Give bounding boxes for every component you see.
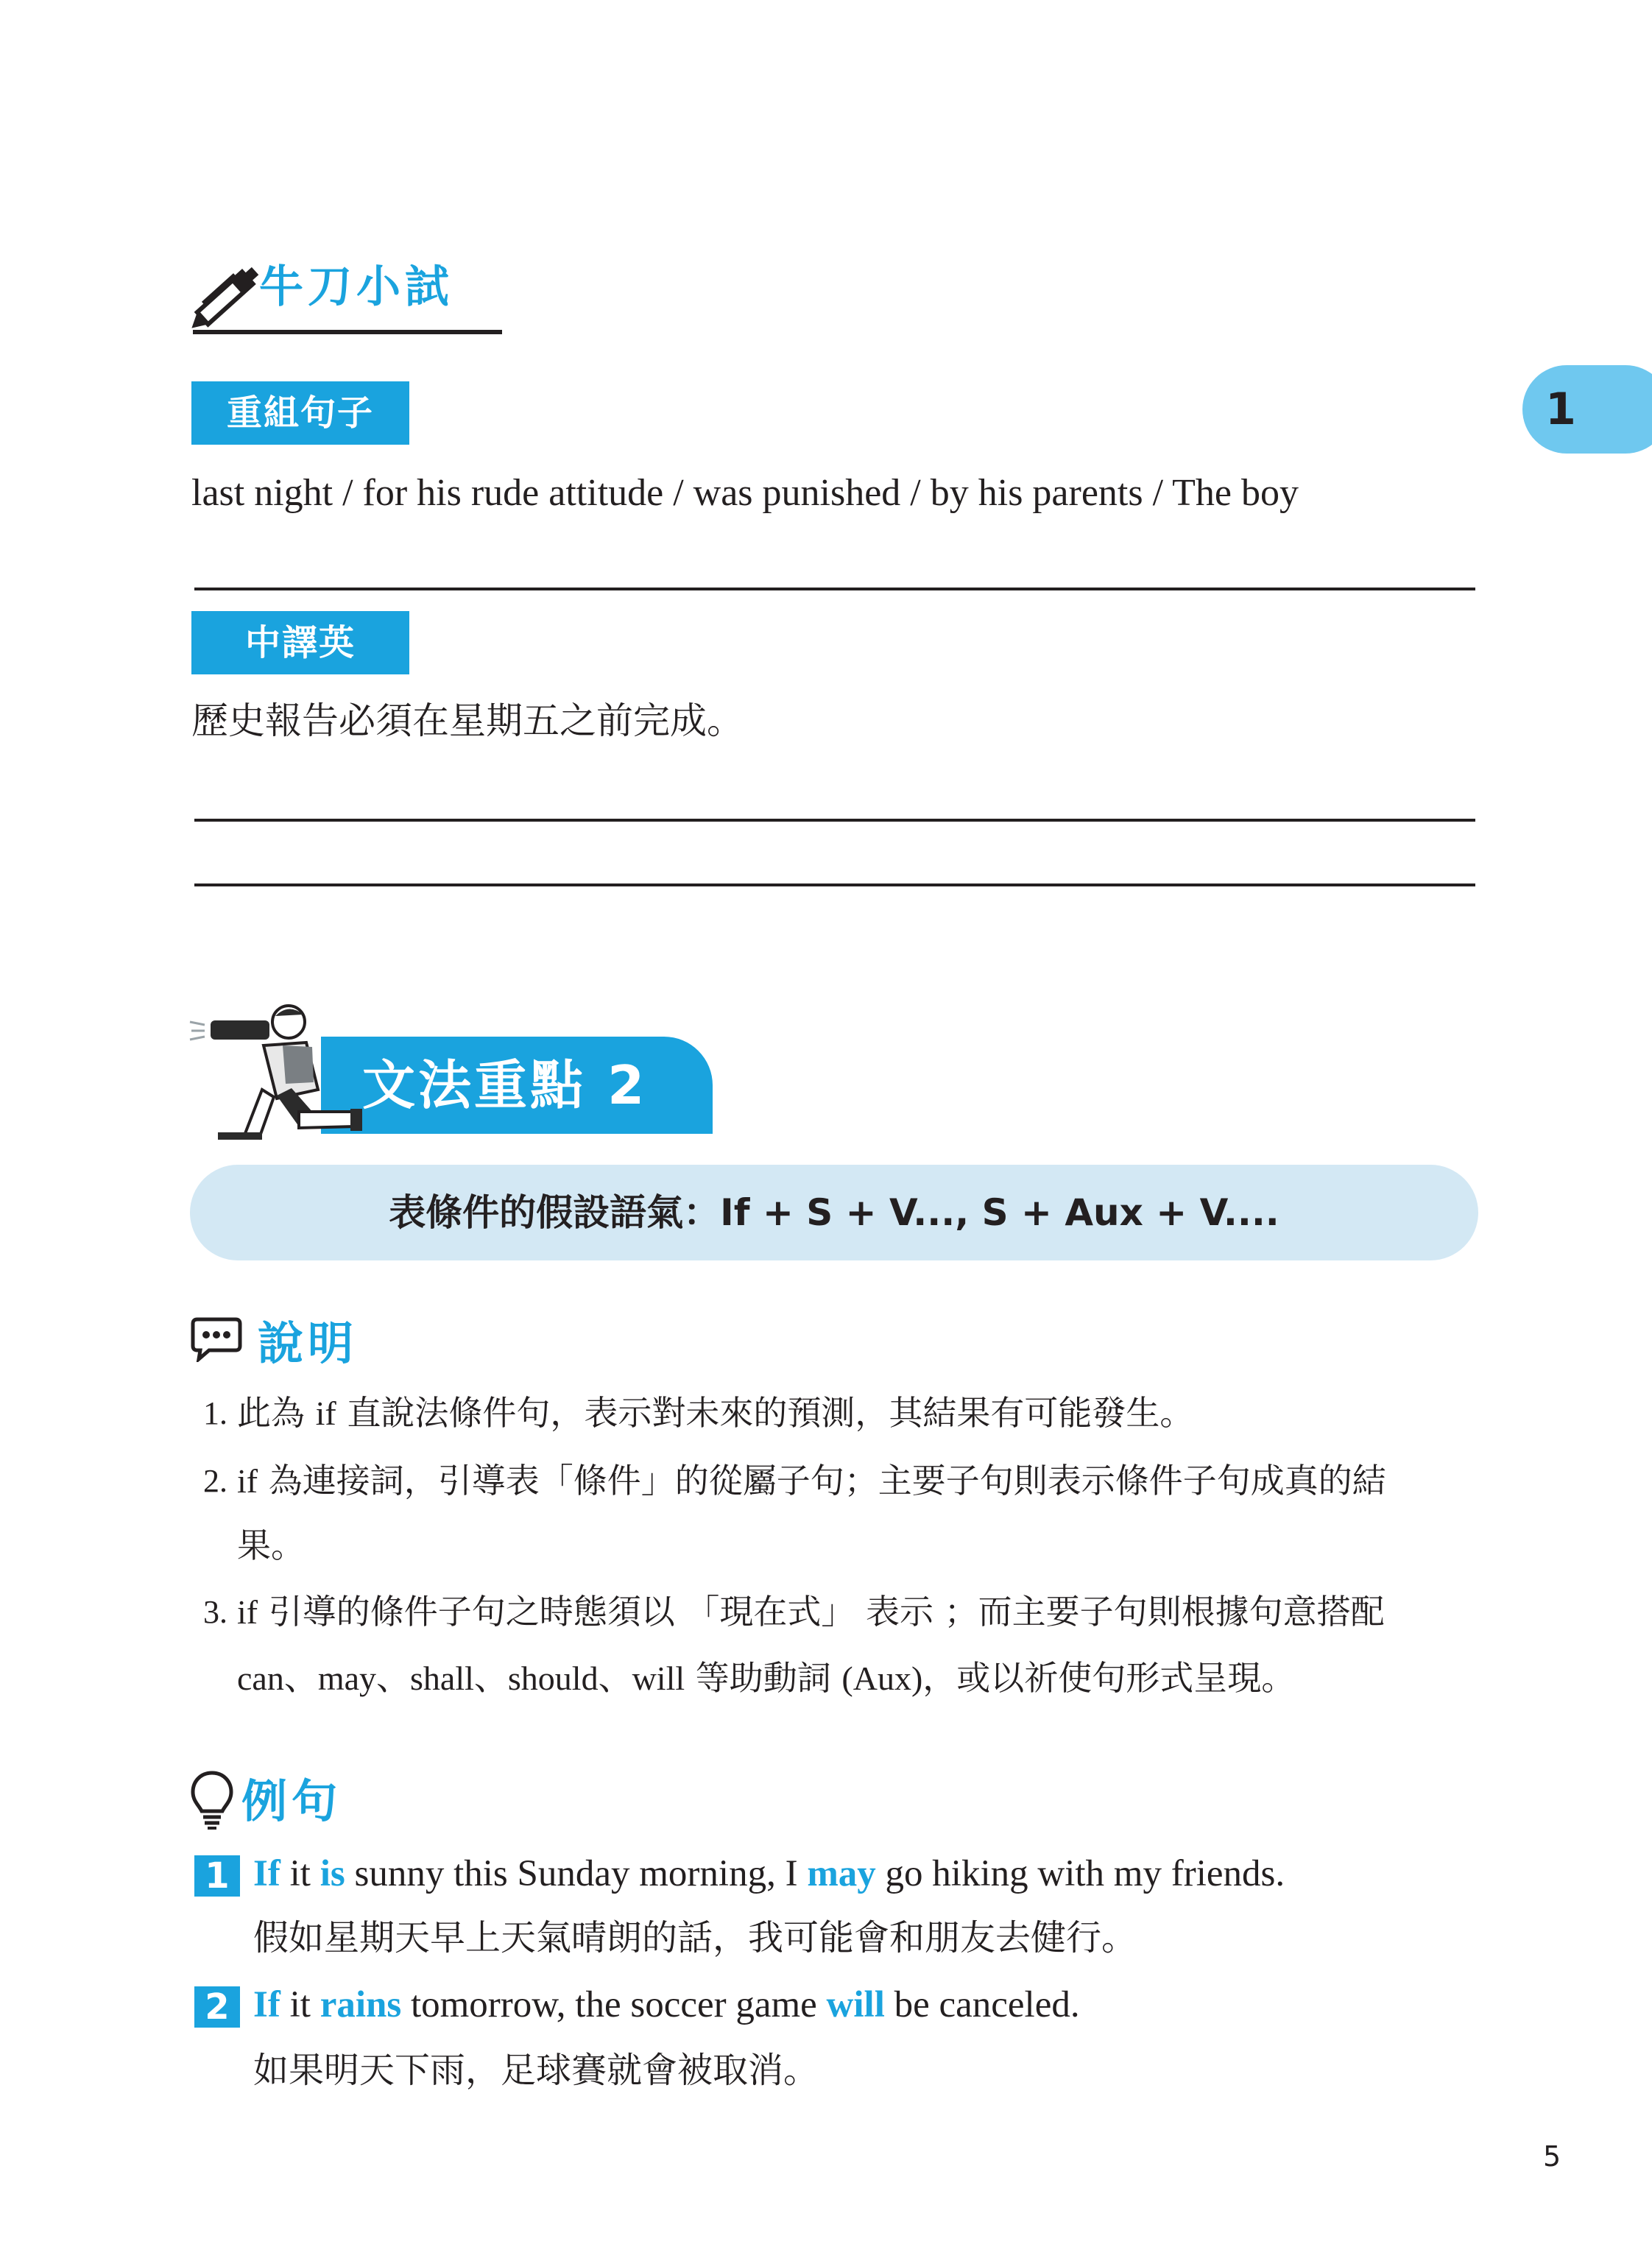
example-number-badge: 2 <box>194 1986 240 2028</box>
lightbulb-icon <box>190 1770 234 1830</box>
explanation-heading: 說明 <box>258 1316 359 1370</box>
reorder-prompt: last night / for his rude attitude / was punished / by his parents / The boy <box>191 472 1299 514</box>
note-number: 1. <box>203 1395 227 1431</box>
grammar-title: 文法重點 2 <box>362 1054 648 1116</box>
practice-underline <box>193 330 502 334</box>
example-number-badge: 1 <box>194 1855 240 1897</box>
examples-heading: 例句 <box>241 1774 342 1828</box>
speech-bubble-icon <box>190 1316 243 1362</box>
answer-line[interactable] <box>194 883 1475 886</box>
note-text: if 為連接詞，引導表「條件」的從屬子句；主要子句則表示條件子句成真的結 <box>237 1461 1386 1500</box>
grammar-rule: 表條件的假設語氣：If + S + V..., S + Aux + V.... <box>190 1165 1478 1260</box>
reorder-tag: 重組句子 <box>191 381 409 445</box>
note-text: 果。 <box>237 1525 305 1565</box>
chapter-number: 1 <box>1545 384 1576 435</box>
answer-line[interactable] <box>194 588 1475 590</box>
practice-title: 牛刀小試 <box>259 261 453 313</box>
note-number: 3. <box>203 1594 227 1630</box>
example-translation: 假如星期天早上天氣晴朗的話，我可能會和朋友去健行。 <box>253 1917 1137 1958</box>
explorer-illustration <box>188 1001 365 1141</box>
note-text: can、may、shall、should、will 等助動詞 (Aux)，或以祈使句形式呈現。 <box>237 1658 1296 1698</box>
translate-prompt: 歷史報告必須在星期五之前完成。 <box>191 699 744 742</box>
translate-tag: 中譯英 <box>191 611 409 674</box>
note-number: 2. <box>203 1463 227 1499</box>
page-number: 5 <box>1543 2140 1561 2173</box>
example-sentence: If it rains tomorrow, the soccer game will be canceled. <box>253 1984 1080 2025</box>
note-text: if 引導的條件子句之時態須以 「現在式」 表示 ；而主要子句則根據句意搭配 <box>237 1592 1385 1632</box>
answer-line[interactable] <box>194 819 1475 822</box>
example-translation: 如果明天下雨，足球賽就會被取消。 <box>253 2050 819 2091</box>
example-sentence: If it is sunny this Sunday morning, I may go hiking with my friends. <box>253 1853 1285 1894</box>
note-text: 此為 if 直說法條件句，表示對未來的預測，其結果有可能發生。 <box>237 1393 1194 1433</box>
